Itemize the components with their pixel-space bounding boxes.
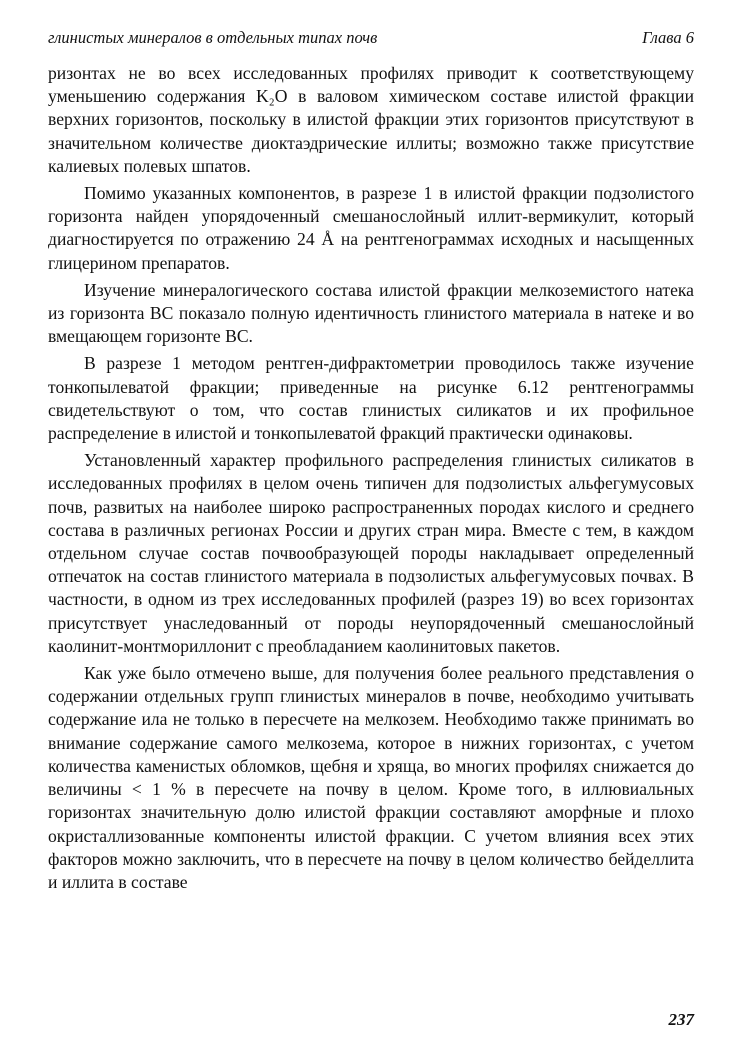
body-text	[48, 62, 694, 898]
paragraph: Помимо указанных компонентов, в разрезе 1 в илистой фракции подзолистого горизонта найден упорядоченный смешанослойный иллит-вермикулит, который диагностируется по отражению 24 Å на рентгенограммах исходных и насыщенных глицерином препаратов.	[48, 183, 694, 273]
paragraph: Установленный характер профильного распределения глинистых силикатов в исследованных профилях в целом очень типичен для подзолистых альфегумусовых почв, развитых на наиболее широко распространенных породах кислого и среднего состава в различных регионах России и других стран мира. Вместе с тем, в каждом отдельном случае состав почвообразующей породы накладывает определенный отпечаток на состав глинистого материала в подзолистых альфегумусовых почвах. В частности, в одном из трех исследованных профилей (разрез 19) во всех горизонтах присутствует унаследованный от породы неупорядоченный смешанослойный каолинит-монтмориллонит с преобладанием каолинитовых пакетов.	[48, 450, 694, 656]
page-number: 237	[668, 1010, 694, 1029]
paragraph: Изучение минералогического состава илистой фракции мелкоземистого натека из горизонта ВС показало полную идентичность глинистого материала в натеке и во вмещающем горизонте ВС.	[48, 279, 694, 347]
paragraph: В разрезе 1 методом рентген-дифрактометрии проводилось также изучение тонкопылеватой фракции; приведенные на рисунке 6.12 рентгенограммы свидетельствуют о том, что состав глинистых силикатов и их профильное распределение в илистой и тонкопылеватой фракций практически одинаковы.	[48, 353, 694, 444]
chapter-label: Глава 6	[642, 28, 694, 47]
paragraph: Как уже было отмечено выше, для получения более реального представления о содержании отдельных групп глинистых минералов в почве, необходимо учитывать содержание ила не только в пересчете на мелкозем. Необходимо также принимать во внимание содержание самого мелкозема, которое в нижних горизонтах, с учетом количества каменистых обломков, щебня и хряща, во многих профилях снижается до величины < 1 % в пересчете на почву в целом. Кроме того, в иллювиальных горизонтах значительную долю илистой фракции составляют аморфные и плохо окристаллизованные компоненты илистой фракции. С учетом влияния всех этих факторов можно заключить, что в пересчете на почву в целом количество бейделлита и иллита в составе	[48, 663, 694, 892]
running-header	[48, 28, 694, 52]
paragraph: ризонтах не во всех исследованных профилях приводит к соответствующему уменьшению содержания K₂O в валовом химическом составе илистой фракции верхних горизонтов, поскольку в илистой фракции этих горизонтов присутствуют в значительном количестве диоктаэдрические иллиты; возможно также присутствие калиевых полевых шпатов.	[48, 63, 694, 176]
running-title: глинистых минералов в отдельных типах почв	[48, 28, 378, 47]
